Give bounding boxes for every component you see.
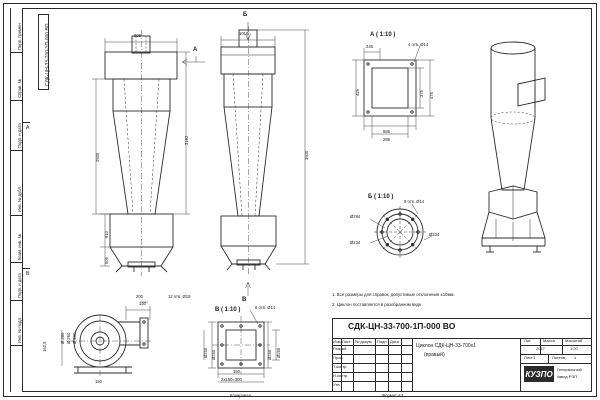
dim-v-out: Ø250 — [267, 349, 272, 360]
tb-scale-value: 1:20 — [570, 346, 578, 351]
detail-v-title: В ( 1:10 ) — [215, 307, 241, 313]
company-sub-1: Генеральный — [557, 367, 582, 372]
dim-a-b1: 585 — [383, 129, 390, 134]
dim-a-h1: 425 — [355, 89, 360, 96]
margin-label-5: Подп. и дата — [17, 273, 22, 298]
tb-role-utv: Утв. — [333, 382, 341, 387]
tb-role-nkontr: Н.контр. — [333, 373, 349, 378]
dim-front-body-height: 910 — [104, 231, 109, 238]
margin-label-3: Инв. № дубл. — [17, 186, 22, 212]
dim-a-w1: 245 — [366, 44, 373, 49]
titleblock-col-6 — [412, 338, 413, 392]
dim-a-holes: 4 отв. Ø14 — [408, 42, 429, 47]
tb-sheets-value: 1 — [574, 355, 577, 360]
dim-a-h3: 475 — [429, 92, 434, 99]
tb-role-tkontr: Т.контр. — [333, 364, 348, 369]
titleblock-row-2 — [332, 354, 412, 355]
dim-v-bottom2: 2х150=300 — [221, 377, 242, 382]
product-name-line1: Циклон СДК-ЦН-33-700х1 — [416, 343, 476, 349]
titleblock-top-line — [332, 318, 592, 319]
dim-b-d-bolt: Ø334 — [429, 232, 440, 237]
tb-scale-header: Масштаб — [565, 338, 583, 343]
titleblock-right-col-3 — [548, 354, 549, 363]
margin-label-0: Перв. примен. — [17, 22, 22, 50]
dim-side-height-total: 3500 — [304, 150, 309, 160]
margin-label-2: Подп. и дата — [17, 123, 22, 148]
tb-col-doc: № докум. — [355, 339, 373, 344]
tb-mass-header: Масса — [543, 338, 555, 343]
dim-fan-d2: Ø 260 — [66, 332, 71, 344]
titleblock-col-5 — [401, 338, 402, 392]
tb-sheets-header: Листов — [552, 355, 565, 360]
dim-fan-holes: 12 отв. Ø18 — [168, 294, 191, 299]
dim-fan-d1: Ø 200 — [72, 332, 77, 344]
format-label: Формат А3 — [382, 393, 404, 398]
dim-b-d-outer: Ø294 — [350, 214, 361, 219]
row-mark-a: А — [26, 125, 30, 131]
row-mark-v: В — [26, 271, 30, 277]
sheet-code-label: СДК-ЦН-33-700-1П-000 ВО — [45, 23, 51, 86]
dim-front-bottom: 505 — [104, 257, 109, 264]
dim-fan-w2: 140 — [139, 301, 146, 306]
company-logo — [524, 366, 554, 382]
dim-side-top-width: 1010 — [239, 31, 249, 36]
margin-label-1: Справ. № — [17, 79, 22, 98]
tb-role-razrab: Разраб. — [333, 346, 348, 351]
detail-a-title: А ( 1:10 ) — [370, 32, 396, 38]
dim-front-height-total: 3192 — [184, 135, 189, 145]
tb-year-value: 2017 — [536, 346, 545, 351]
tb-col-list: Лист — [342, 339, 351, 344]
company-logo-text: КУЗПО — [525, 369, 553, 379]
titleblock-right-row-3 — [520, 363, 592, 364]
dim-fan-w3: 150 — [95, 379, 102, 384]
titleblock-right-row-1 — [520, 345, 592, 346]
section-arrow-b-bottom-label: В — [242, 297, 247, 303]
dim-a-b2: 285 — [383, 137, 390, 142]
dim-v-left-out: Ø250 — [211, 349, 216, 360]
dim-fan-d3: Ø 280 — [60, 332, 65, 344]
note-line-2: 2. Циклон поставляется в разобранном виде. — [332, 302, 423, 307]
product-name-line2: (правый) — [424, 352, 445, 358]
dim-fan-h1: 162,5 — [42, 341, 47, 352]
titleblock-col-2 — [353, 338, 354, 392]
dim-b-holes: 8 отв. Ø14 — [404, 199, 425, 204]
titleblock-right-col-2 — [562, 338, 563, 354]
section-arrow-a-label: А — [193, 47, 198, 53]
detail-b-title: Б ( 1:10 ) — [368, 194, 394, 200]
drawing-designation: СДК-ЦН-33-700-1П-000 ВО — [348, 321, 456, 331]
copy-label: Копировал — [230, 393, 251, 398]
dim-fan-w1: 200 — [136, 294, 143, 299]
dim-b-d-inner: Ø234 — [350, 240, 361, 245]
margin-label-4: Взам. инв. № — [17, 234, 22, 260]
titleblock-col-3 — [375, 338, 376, 392]
dim-front-top-width: 908 — [134, 33, 141, 38]
note-line-1: 1. Все размеры для справок, допустимые отклонения ±10мм. — [332, 292, 455, 297]
dim-front-cone-height: 2930 — [95, 152, 100, 162]
tb-lit-header: Лит. — [524, 338, 532, 343]
tb-col-izm: Изм. — [333, 339, 342, 344]
dim-v-left-in: Ø250 — [203, 347, 208, 358]
margin-label-6: Инв. № подл. — [17, 316, 22, 343]
section-arrow-b-label: Б — [243, 12, 248, 18]
dim-v-bottom1: 150 — [233, 369, 240, 374]
tb-sheet-value: 1 — [533, 355, 536, 360]
titleblock-col-7 — [520, 338, 521, 392]
tb-role-prov: Пров. — [333, 355, 344, 360]
titleblock-col-4 — [388, 338, 389, 392]
dim-v-holes: 8 отв. Ø14 — [255, 305, 276, 310]
dim-v-in: Ø250 — [276, 347, 281, 358]
tb-col-podp: Подп. — [377, 339, 388, 344]
tb-sheet-header: Лист — [524, 355, 533, 360]
tb-col-data: Дата — [390, 339, 399, 344]
titleblock-row-5 — [332, 381, 412, 382]
dim-a-h2: 375 — [419, 90, 424, 97]
company-sub-2: завод РЭП — [557, 374, 578, 379]
